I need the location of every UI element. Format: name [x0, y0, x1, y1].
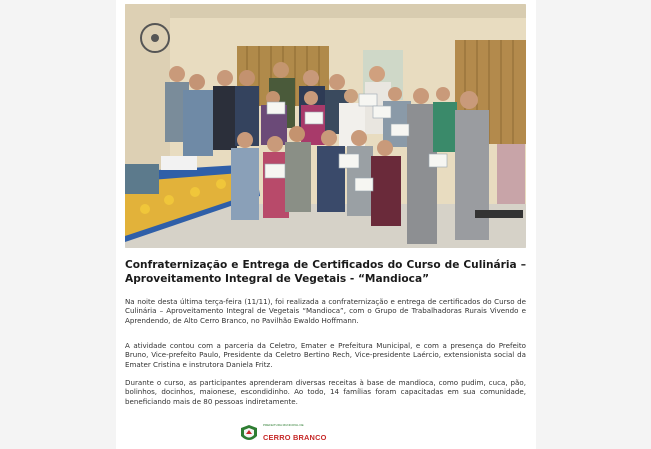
- logo-name: CERRO BRANCO: [263, 432, 327, 442]
- logo-text: [263, 424, 327, 445]
- footer-logo[interactable]: [238, 423, 327, 445]
- coat-of-arms-icon: [238, 424, 260, 444]
- post-paragraph-3: Durante o curso, as participantes aprenderam diversas receitas à base de mandioca, como pudim, cuca, pão, bolinhos, docinhos, maionese, escondidinho. Ao todo, 14 famílias foram capacitadas em sua comunidade, beneficiando mais de 80 pessoas indiretamente.: [125, 378, 526, 406]
- group-photo[interactable]: [125, 4, 526, 248]
- post-title: Confraternização e Entrega de Certificados do Curso de Culinária – Aproveitamento Integral de Vegetais - “Mandioca”: [125, 259, 526, 285]
- news-post: [116, 0, 536, 449]
- post-paragraph-2: A atividade contou com a parceria da Celetro, Emater e Prefeitura Municipal, e com a presença do Prefeito Bruno, Vice-prefeito Paulo, Presidente da Celetro Bertino Rech, Vice-presidente Laércio, extensionista social da Emater Cristina e instrutora Daniela Fritz.: [125, 341, 526, 369]
- group-photo-image: [125, 4, 526, 248]
- logo-subtitle: PREFEITURA MUNICIPAL DE: [263, 422, 304, 427]
- post-paragraph-1: Na noite desta última terça-feira (11/11), foi realizada a confraternização e entrega de certificados do Curso de Culinária – Aproveitamento Integral de Vegetais “Mandioca”, com o Grupo de Trabalhadoras Rurais Vivendo e Aprendendo, de Alto Cerro Branco, no Pavilhão Ewaldo Hoffmann.: [125, 297, 526, 325]
